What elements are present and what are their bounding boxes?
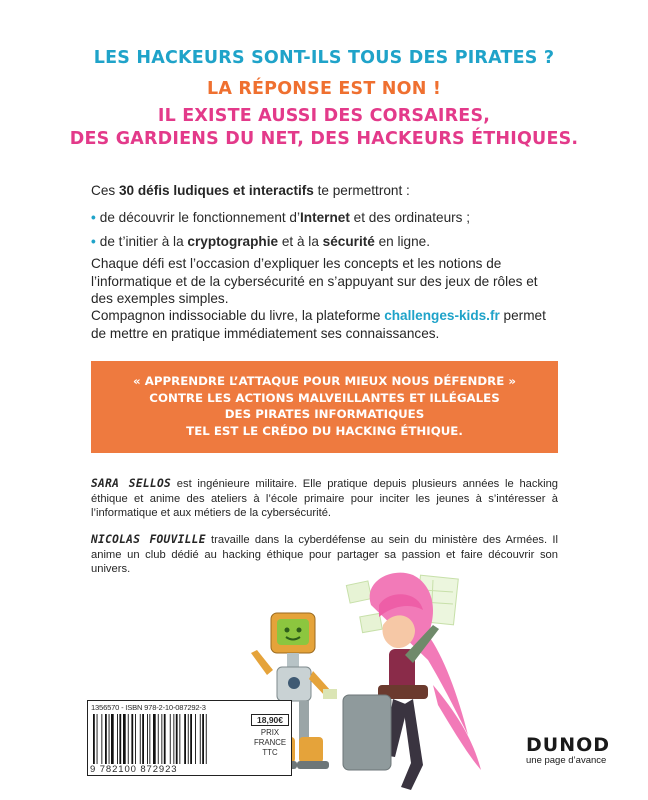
author-bio-sara xyxy=(91,477,558,521)
isbn-text: 1356570 - ISBN 978-2-10-087292-3 xyxy=(91,703,206,712)
bullet-2-part-c: et à la xyxy=(278,234,323,249)
barcode-panel xyxy=(87,700,292,776)
barcode-stripe xyxy=(135,714,136,764)
publisher-name: DUNOD xyxy=(526,734,611,756)
barcode-stripe xyxy=(109,714,110,764)
barcode-stripe xyxy=(179,714,180,764)
platform-after: permet de mettre en pratique immédiatement ses connaissances. xyxy=(91,308,546,341)
price-note-2: FRANCE xyxy=(253,738,287,747)
quote-line-1: « APPRENDRE L’ATTAQUE POUR MIEUX NOUS DÉFENDRE » xyxy=(132,374,517,388)
barcode-stripe xyxy=(190,714,192,764)
headline-explanation-line-1: IL EXISTE AUSSI DES CORSAIRES, xyxy=(157,106,491,126)
barcode-stripe xyxy=(117,714,118,764)
barcode-stripe xyxy=(153,714,156,764)
barcode-stripe xyxy=(131,714,133,764)
intro-text xyxy=(91,182,551,200)
bullet-2-bold-2: sécurité xyxy=(322,234,375,249)
quote-line-3: DES PIRATES INFORMATIQUES xyxy=(224,407,425,421)
barcode-stripe xyxy=(158,714,159,764)
author-name: NICOLAS FOUVILLE xyxy=(91,533,206,546)
headline-answer: LA RÉPONSE EST NON ! xyxy=(206,79,442,99)
publisher-logo xyxy=(526,735,610,766)
barcode-digits: 9 782100 872923 xyxy=(90,764,178,775)
bullet-2-part-a: de t’initier à la xyxy=(99,234,188,249)
platform-link[interactable]: challenges-kids.fr xyxy=(384,308,500,323)
author-bio-text: est ingénieure militaire. Elle pratique depuis plusieurs années le hacking éthique et anime des ateliers à l’école primaire pour inciter les jeunes à s’intéresser à l’informatique et aux métiers de la cybersécurité. xyxy=(91,478,559,520)
barcode-stripe xyxy=(147,714,148,764)
bullet-2-bold-1: cryptographie xyxy=(187,234,279,249)
barcode-stripe xyxy=(119,714,121,764)
bullet-1-bold: Internet xyxy=(300,210,350,225)
headline-explanation-line-2: DES GARDIENS DU NET, DES HACKEURS ÉTHIQUES. xyxy=(69,129,579,149)
barcode-stripe xyxy=(101,714,102,764)
barcode-stripe xyxy=(206,714,207,764)
barcode-stripe xyxy=(105,714,107,764)
intro-after: te permettront : xyxy=(313,183,410,198)
barcode-stripe xyxy=(164,714,166,764)
bullet-internet xyxy=(91,209,561,227)
platform-paragraph xyxy=(91,307,551,342)
price-value: 18,90€ xyxy=(251,714,289,726)
headline-question: LES HACKEURS SONT-ILS TOUS DES PIRATES ? xyxy=(93,48,555,68)
barcode-stripe xyxy=(149,714,150,764)
price-block xyxy=(251,714,289,758)
barcode-stripe xyxy=(123,714,126,764)
intro-before: Ces xyxy=(91,183,119,198)
intro-bold: 30 défis ludiques et interactifs xyxy=(118,183,314,198)
barcode-icon xyxy=(91,714,249,764)
bullet-dot-icon: • xyxy=(91,234,96,249)
platform-before: Compagnon indissociable du livre, la plateforme xyxy=(91,308,385,323)
barcode-stripe xyxy=(170,714,171,764)
barcode-stripe xyxy=(184,714,186,764)
bullet-1-part-a: de découvrir le fonctionnement d’ xyxy=(99,210,301,225)
barcode-stripe xyxy=(188,714,189,764)
seat-block-icon xyxy=(343,695,391,770)
author-name: SARA SELLOS xyxy=(91,477,172,490)
publisher-tagline: une page d’avance xyxy=(526,755,607,766)
quote-line-2: CONTRE LES ACTIONS MALVEILLANTES ET ILLÉGALES xyxy=(149,390,500,405)
bullet-dot-icon: • xyxy=(91,210,96,225)
bullet-2-part-d: en ligne. xyxy=(374,234,430,249)
price-note-3: TTC xyxy=(262,748,278,757)
barcode-stripe xyxy=(202,714,204,764)
barcode-stripe xyxy=(173,714,174,764)
barcode-stripe xyxy=(93,714,95,764)
quote-box xyxy=(91,361,558,453)
barcode-stripe xyxy=(200,714,201,764)
barcode-stripe xyxy=(195,714,196,764)
barcode-stripe xyxy=(111,714,114,764)
description-paragraph: Chaque défi est l’occasion d’expliquer les concepts et les notions de l’informatique et de la cybersécurité en s’appuyant sur des jeux de rôles et des exemples simples. xyxy=(91,256,538,306)
barcode-stripe xyxy=(161,714,162,764)
barcode-stripe xyxy=(142,714,144,764)
barcode-stripe xyxy=(97,714,98,764)
author-bio-text: travaille dans la cyberdéfense au sein du ministère des Armées. Il anime un club dédié au hacking éthique pour partager sa passion et faire découvrir son univers. xyxy=(91,534,558,576)
quote-line-4: TEL EST LE CRÉDO DU HACKING ÉTHIQUE. xyxy=(186,423,463,438)
price-note-1: PRIX xyxy=(260,728,280,737)
barcode-stripe xyxy=(176,714,178,764)
headline-explanation xyxy=(0,105,648,151)
barcode-stripe xyxy=(128,714,129,764)
bullet-cryptography xyxy=(91,233,561,251)
barcode-stripe xyxy=(140,714,141,764)
bullet-1-part-c: et des ordinateurs ; xyxy=(349,210,471,225)
